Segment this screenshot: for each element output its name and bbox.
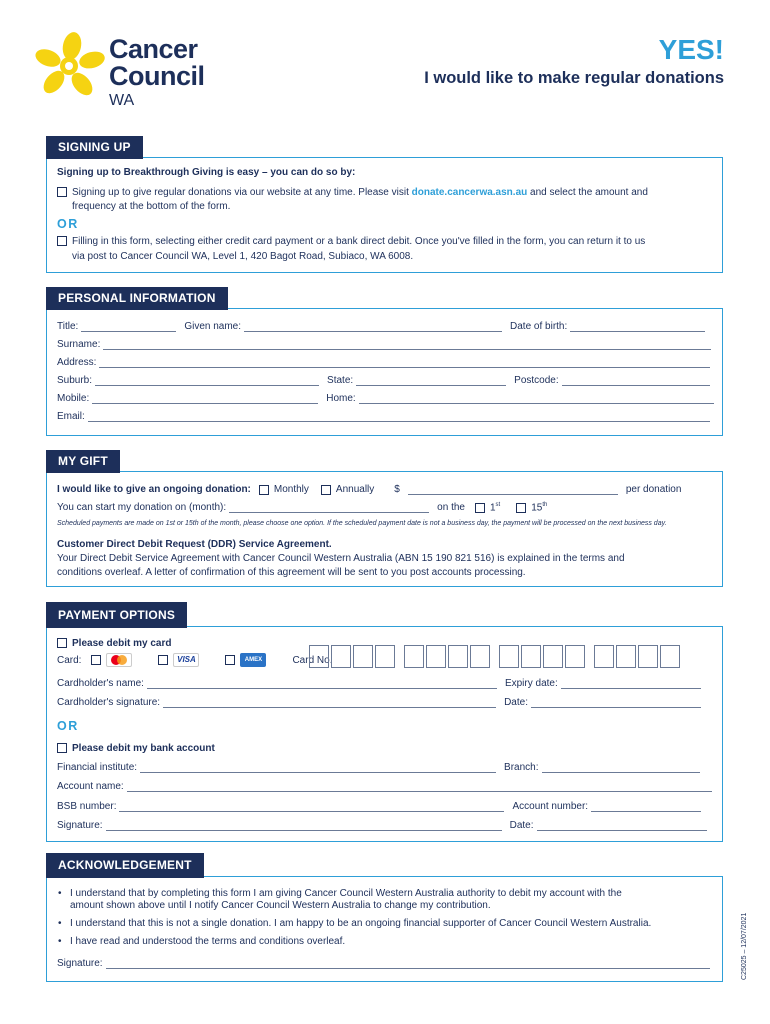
fifteenth-day-checkbox[interactable] [516, 503, 526, 513]
mastercard-checkbox[interactable] [91, 655, 101, 665]
account-name-row: Account name: [57, 781, 712, 792]
start-month-row: You can start my donation on (month): on the 1st 15th [57, 502, 548, 514]
financial-institute-field[interactable] [140, 763, 496, 773]
bank-signature-row: Signature: Date: [57, 820, 707, 831]
bank-signature-field[interactable] [106, 821, 502, 831]
first-day-checkbox[interactable] [475, 503, 485, 513]
suburb-field[interactable] [95, 376, 319, 386]
amount-field[interactable] [408, 485, 618, 495]
signing-option-website: Signing up to give regular donations via our website at any time. Please visit donate.cancerwa.asn.au and select the amount and [57, 186, 648, 200]
amex-checkbox[interactable] [225, 655, 235, 665]
ddr-text-2: conditions overleaf. A letter of confirmation of this agreement will be sent to you post accounts processing. [57, 567, 526, 578]
ddr-title: Customer Direct Debit Request (DDR) Service Agreement. [57, 539, 332, 550]
amex-logo: AMEX [240, 653, 266, 667]
branch-field[interactable] [542, 763, 700, 773]
ack-item-terms: • I have read and understood the terms and conditions overleaf. [58, 936, 718, 948]
financial-institute-row: Financial institute: Branch: [57, 762, 700, 773]
payment-or-divider: OR [57, 719, 79, 733]
acknowledgement-title: ACKNOWLEDGEMENT [46, 853, 204, 878]
debit-bank-checkbox[interactable] [57, 743, 67, 753]
debit-card-checkbox[interactable] [57, 638, 67, 648]
ack-signature-field[interactable] [106, 959, 710, 969]
surname-field[interactable] [103, 340, 711, 350]
visa-logo: VISA [173, 653, 199, 667]
page-title: I would like to make regular donations [424, 69, 724, 87]
card-type-row: Card: VISA AMEX Card No. [57, 654, 333, 666]
cardholder-signature-row: Cardholder's signature: Date: [57, 697, 701, 708]
website-checkbox[interactable] [57, 187, 67, 197]
gift-title: MY GIFT [46, 450, 120, 473]
visa-checkbox[interactable] [158, 655, 168, 665]
cardholder-name-row: Cardholder's name: Expiry date: [57, 678, 701, 689]
title-field[interactable] [81, 322, 176, 332]
personal-title: PERSONAL INFORMATION [46, 287, 228, 310]
ddr-text-1: Your Direct Debit Service Agreement with Cancer Council Western Australia (ABN 15 190 821 516) is explained in the terms and [57, 553, 625, 564]
mobile-field[interactable] [92, 394, 318, 404]
account-number-field[interactable] [591, 802, 701, 812]
account-name-field[interactable] [127, 782, 712, 792]
scheduled-note: Scheduled payments are made on 1st or 15th of the month, please choose one option. If the scheduled payment date is not a business day, the payment will be processed on the next business day. [57, 520, 667, 527]
state-field[interactable] [356, 376, 506, 386]
payment-title: PAYMENT OPTIONS [46, 602, 187, 628]
home-phone-field[interactable] [359, 394, 714, 404]
form-checkbox[interactable] [57, 236, 67, 246]
ack-item-ongoing: • I understand that this is not a single donation. I am happy to be an ongoing financial supporter of Cancer Council Western Australia. [58, 918, 718, 930]
ack-signature-row: Signature: [57, 958, 710, 969]
bsb-field[interactable] [119, 802, 504, 812]
bank-date-field[interactable] [537, 821, 707, 831]
debit-bank-option: Please debit my bank account [57, 742, 215, 756]
cancer-council-logo [34, 30, 224, 112]
title-row: Title: Given name: Date of birth: [57, 321, 705, 332]
ongoing-donation-row: I would like to give an ongoing donation: Monthly Annually $ per donation [57, 484, 682, 495]
monthly-checkbox[interactable] [259, 485, 269, 495]
or-divider: OR [57, 217, 79, 231]
mobile-row: Mobile: Home: [57, 393, 714, 404]
debit-card-option: Please debit my card [57, 637, 172, 651]
email-field[interactable] [88, 412, 710, 422]
card-date-field[interactable] [531, 698, 701, 708]
start-month-field[interactable] [229, 503, 429, 513]
dob-field[interactable] [570, 322, 705, 332]
surname-row: Surname: [57, 339, 711, 350]
signing-intro: Signing up to Breakthrough Giving is easy – you can do so by: [57, 167, 356, 178]
bsb-row: BSB number: Account number: [57, 801, 701, 812]
yes-heading: YES! [658, 34, 724, 65]
logo-region: WA [109, 92, 135, 109]
email-row: Email: [57, 411, 710, 422]
cardholder-name-field[interactable] [147, 679, 497, 689]
signing-option-form-cont: via post to Cancer Council WA, Level 1, 420 Bagot Road, Subiaco, WA 6008. [72, 251, 414, 262]
cardholder-signature-field[interactable] [163, 698, 496, 708]
signing-option-form: Filling in this form, selecting either credit card payment or a bank direct debit. Once you've filled in the form, you can return it to us [57, 235, 645, 249]
ack-item-authority: • I understand that by completing this form I am giving Cancer Council Western Australia authority to debit my account with the amount shown above until I notify Cancer Council Western Australia to change my contribution. [58, 888, 718, 912]
daffodil-icon [34, 32, 106, 100]
given-name-field[interactable] [244, 322, 502, 332]
card-number-boxes[interactable] [309, 645, 682, 671]
signing-option-website-cont: frequency at the bottom of the form. [72, 201, 231, 212]
annually-checkbox[interactable] [321, 485, 331, 495]
acknowledgement-list [58, 888, 718, 954]
logo-wordmark: Cancer Council [109, 34, 205, 91]
expiry-date-field[interactable] [561, 679, 701, 689]
address-field[interactable] [99, 358, 710, 368]
suburb-row: Suburb: State: Postcode: [57, 375, 710, 386]
postcode-field[interactable] [562, 376, 710, 386]
donate-link[interactable]: donate.cancerwa.asn.au [411, 187, 528, 198]
mastercard-logo [106, 653, 132, 667]
signing-up-title: SIGNING UP [46, 136, 143, 159]
form-code: C25025 – 12/07/2021 [741, 912, 748, 980]
address-row: Address: [57, 357, 710, 368]
